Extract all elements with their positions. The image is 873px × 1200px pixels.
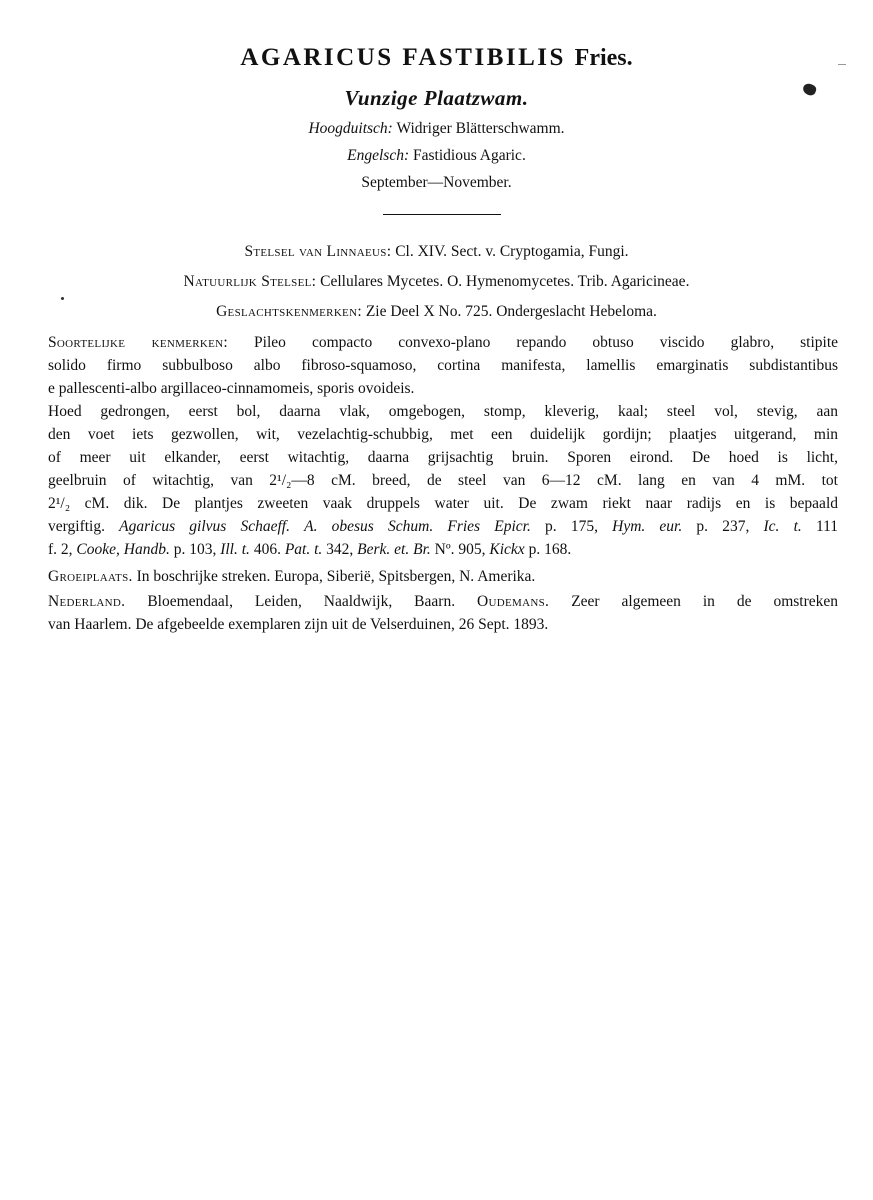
german-label: Hoogduitsch: (308, 120, 393, 137)
literature-reference: Fries Epicr. (447, 518, 531, 535)
text-run: p. 237, (696, 518, 750, 535)
text-run: p. 168. (528, 541, 572, 558)
dutch-common-name: Vunzige Plaatzwam. (344, 86, 529, 110)
text-line (48, 515, 838, 538)
text-line (48, 331, 838, 354)
text-line: e pallescenti-albo argillaceo-cinnamomeis, sporis ovoideis. (48, 380, 415, 397)
text-run: 342, (326, 541, 354, 558)
collector-name: Oudemans. (477, 593, 550, 610)
ink-dot (61, 297, 64, 300)
linnaeus-system-line (0, 243, 873, 261)
text-line: den voet iets gezwollen, wit, vezelachtig-schubbig, met een duidelijk gordijn; plaatjes uitgerand, min (48, 426, 838, 443)
english-name-line (0, 147, 873, 165)
text-run: p. 175, (545, 518, 598, 535)
synonym-reference: Agaricus gilvus Schaeff. (119, 518, 290, 535)
habitat-label: Groeiplaats. (48, 568, 133, 585)
text-run: 406. (253, 541, 281, 558)
linnaeus-value: Cl. XIV. Sect. v. Cryptogamia, Fungi. (395, 243, 629, 260)
english-label: Engelsch: (347, 147, 410, 164)
text-line: geelbruin of witachtig, van 2¹/₂—8 cM. breed, de steel van 6—12 cM. lang en van 4 mM. tot (48, 472, 838, 489)
text-run: Nº. 905, (434, 541, 486, 558)
habitat-value: In boschrijke streken. Europa, Siberië, Spitsbergen, N. Amerika. (136, 568, 536, 585)
genus-characters-line (0, 303, 873, 321)
margin-mark (838, 64, 846, 65)
literature-reference: Kickx (489, 541, 525, 558)
text-line: of meer uit elkander, eerst witachtig, daarna grijsachtig bruin. Sporen eirond. De hoed is licht, (48, 449, 838, 466)
genus-characters-label: Geslachtskenmerken: (216, 303, 362, 320)
species-text: Pileo compacto convexo-plano repando obtuso viscido glabro, stipite (254, 334, 839, 351)
text-line: van Haarlem. De afgebeelde exemplaren zijn uit de Velserduinen, 26 Sept. 1893. (48, 616, 549, 633)
text-line (48, 565, 838, 588)
natural-system-value: Cellulares Mycetes. O. Hymenomycetes. Trib. Agaricineae. (320, 273, 690, 290)
species-title-author: Fries. (574, 45, 633, 71)
species-characters-paragraph (48, 331, 838, 400)
text-line: Hoed gedrongen, eerst bol, daarna vlak, omgebogen, stomp, kleverig, kaal; steel vol, stevig, aan (48, 403, 838, 420)
description-paragraph (48, 400, 838, 561)
text-line (48, 590, 838, 613)
species-characters-label: Soortelijke kenmerken: (48, 334, 228, 351)
synonym-reference: A. obesus Schum. (304, 518, 434, 535)
literature-reference: Hym. eur. (612, 518, 683, 535)
text-line: solido firmo subbulboso albo fibroso-squamoso, cortina manifesta, lamellis emarginatis subdistantibus (48, 357, 838, 374)
habitat-paragraph (48, 565, 838, 588)
literature-reference: Pat. t. (284, 541, 323, 558)
english-name: Fastidious Agaric. (413, 147, 526, 164)
text-line (48, 538, 838, 561)
linnaeus-label: Stelsel van Linnaeus: (244, 243, 392, 260)
netherlands-label: Nederland. (48, 593, 126, 610)
text-run: 111 (815, 518, 839, 535)
german-name: Widriger Blätterschwamm. (396, 120, 565, 137)
natural-system-line (0, 273, 873, 291)
text-run: vergiftig. (48, 518, 105, 535)
genus-characters-value: Zie Deel X No. 725. Ondergeslacht Hebeloma. (365, 303, 657, 320)
title-divider (383, 214, 501, 215)
literature-reference: Cooke, Handb. (76, 541, 170, 558)
text-run: Zeer algemeen in de omstreken (571, 593, 839, 610)
species-title (0, 44, 873, 72)
netherlands-paragraph (48, 590, 838, 636)
text-line: 2¹/₂ cM. dik. De plantjes zweeten vaak druppels water uit. De zwam riekt naar radijs en is bepaald (48, 495, 838, 512)
species-title-name: AGARICUS FASTIBILIS (240, 44, 566, 71)
text-run: p. 103, (173, 541, 217, 558)
literature-reference: Ic. t. (763, 518, 802, 535)
literature-reference: Berk. et. Br. (357, 541, 431, 558)
text-run: f. 2, (48, 541, 73, 558)
natural-system-label: Natuurlijk Stelsel: (183, 273, 317, 290)
text-run: Bloemendaal, Leiden, Naaldwijk, Baarn. (147, 593, 456, 610)
literature-reference: Ill. t. (220, 541, 250, 558)
german-name-line (0, 120, 873, 138)
season-line: September—November. (361, 174, 512, 191)
